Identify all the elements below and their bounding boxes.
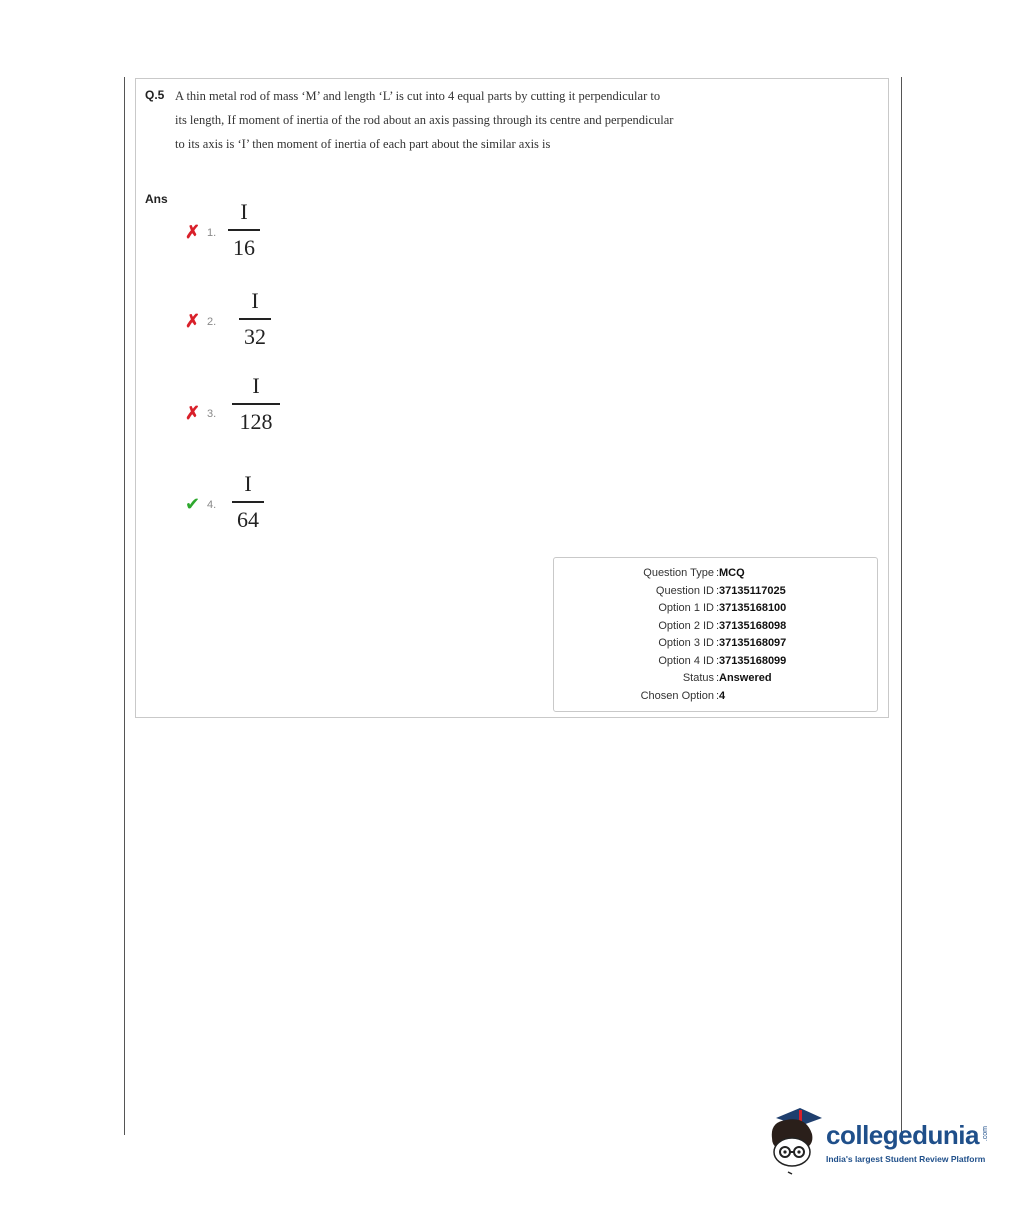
info-row-option-1-id: Option 1 ID : 37135168100 bbox=[554, 600, 754, 617]
fraction-bar bbox=[232, 403, 280, 405]
fraction-denominator: 64 bbox=[237, 507, 259, 532]
cross-icon: ✗ bbox=[185, 403, 201, 423]
info-key: Question ID bbox=[655, 584, 714, 597]
info-value: 37135168100 bbox=[719, 602, 787, 614]
option-number: 3. bbox=[207, 408, 217, 420]
logo-suffix: .com bbox=[982, 1126, 989, 1142]
option-fraction bbox=[232, 471, 264, 533]
info-key: Chosen Option bbox=[640, 689, 714, 702]
fraction-denominator: 128 bbox=[239, 409, 273, 434]
collegedunia-logo bbox=[766, 1104, 996, 1176]
info-value: 37135168099 bbox=[719, 654, 787, 667]
checkmark-icon: ✔ bbox=[185, 494, 201, 514]
option-number: 1. bbox=[207, 227, 217, 239]
info-value: 37135168097 bbox=[719, 637, 787, 649]
logo-tagline: India's largest Student Review Platform bbox=[826, 1154, 986, 1164]
left-margin-line bbox=[124, 77, 125, 1135]
fraction-numerator: I bbox=[240, 199, 248, 224]
info-key: Option 4 ID bbox=[658, 654, 714, 667]
info-key: Option 2 ID bbox=[658, 619, 714, 632]
info-row-question-type: Question Type : MCQ bbox=[554, 565, 754, 582]
info-value: MCQ bbox=[719, 567, 745, 579]
info-key: Status bbox=[682, 672, 714, 684]
info-key: Question Type bbox=[643, 567, 714, 579]
info-row-option-3-id: Option 3 ID : 37135168097 bbox=[554, 635, 754, 652]
fraction-bar bbox=[239, 318, 271, 320]
info-row-question-id: Question ID : 37135117025 bbox=[554, 583, 754, 600]
question-text: A thin metal rod of mass ‘M’ and length ‘L’ is cut into 4 equal parts by cutting it perpendicular to its length, If moment of inertia of the rod about an axis passing through its centre and perpendicular to its axis is ‘I’ then moment of inertia of each part about the similar axis is bbox=[175, 89, 674, 151]
info-row-status: Status : Answered bbox=[554, 670, 754, 687]
logo-wordmark: collegedunia bbox=[826, 1120, 979, 1150]
option-fraction bbox=[228, 199, 260, 261]
fraction-bar bbox=[228, 229, 260, 231]
fraction-denominator: 16 bbox=[233, 235, 255, 260]
info-row-option-2-id: Option 2 ID : 37135168098 bbox=[554, 618, 754, 635]
info-value: Answered bbox=[719, 672, 772, 684]
info-value: 37135117025 bbox=[719, 584, 786, 597]
fraction-bar bbox=[232, 501, 264, 503]
info-row-option-4-id: Option 4 ID : 37135168099 bbox=[554, 653, 754, 670]
info-value: 37135168098 bbox=[719, 619, 787, 632]
mascot-icon bbox=[766, 1104, 824, 1176]
info-key: Option 3 ID bbox=[658, 637, 714, 649]
cross-icon: ✗ bbox=[185, 222, 201, 242]
option-number: 4. bbox=[207, 499, 217, 511]
fraction-numerator: I bbox=[251, 288, 259, 313]
right-margin-line bbox=[901, 77, 902, 1142]
question-number: Q.5 bbox=[145, 88, 165, 102]
option-fraction bbox=[239, 288, 271, 350]
cross-icon: ✗ bbox=[185, 311, 201, 331]
question-info-panel bbox=[553, 557, 878, 712]
option-fraction bbox=[232, 373, 280, 435]
fraction-numerator: I bbox=[252, 373, 260, 398]
fraction-denominator: 32 bbox=[244, 324, 266, 349]
answer-label: Ans bbox=[145, 192, 168, 206]
fraction-numerator: I bbox=[244, 471, 252, 496]
info-row-chosen-option: Chosen Option : 4 bbox=[554, 688, 754, 705]
info-key: Option 1 ID bbox=[658, 602, 714, 614]
info-value: 4 bbox=[719, 689, 726, 702]
option-number: 2. bbox=[207, 316, 217, 328]
